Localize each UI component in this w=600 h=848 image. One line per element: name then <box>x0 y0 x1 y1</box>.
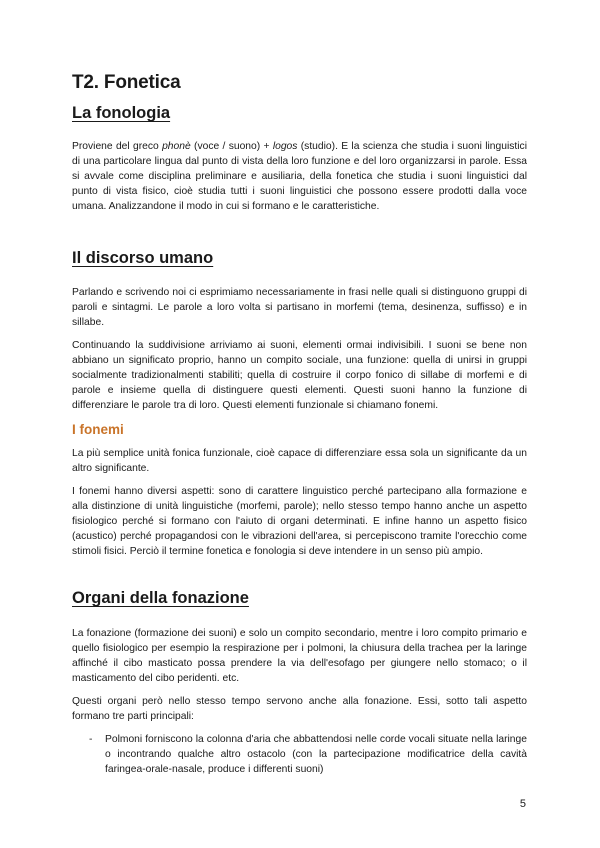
paragraph-organi-2: Questi organi però nello stesso tempo servono anche alla fonazione. Essi, sotto tali aspetto formano tre parti principali: <box>72 696 527 722</box>
text-run: Proviene del greco <box>72 141 163 152</box>
page-number: 5 <box>519 798 526 810</box>
text-run: (voce / suono) + <box>190 141 273 152</box>
paragraph-discorso-1: Parlando e scrivendo noi ci esprimiamo necessariamente in frasi nelle quali si distinguono gruppi di paroli e sintagmi. Le parole a loro volta si partisano in morfemi (tema, desinenza, suffisso) e in sillabe. <box>72 287 527 328</box>
subsection-heading-fonemi: I fonemi <box>72 422 124 437</box>
term-logos: logos <box>272 141 298 152</box>
list-item-text: Polmoni forniscono la colonna d'aria che abbattendosi nelle corde vocali situate nella laringe o incontrando qualche altro ostacolo (con la partecipazione modificatrice della cavità faringea-orale-nasale, produce i differenti suoni) <box>105 734 527 775</box>
list-item <box>72 732 527 777</box>
paragraph-fonemi-2: I fonemi hanno diversi aspetti: sono di carattere linguistico perché partecipano alla formazione e alla distinzione di unità linguistiche (morfemi, parole); nello stesso tempo hanno anche un aspetto fisiologico perché si formano con l'aiuto di organi determinati. E infine hanno un aspetto fisico (acustico) perché propagandosi con le vibrazioni dell'area, si percepiscono tramite l'orecchio come stimoli fisici. Perciò il termine fonetica e fonologia si deve intendere in un senso più ampio. <box>72 486 527 557</box>
section-heading-fonologia: La fonologia <box>72 104 171 122</box>
section-heading-discorso: Il discorso umano <box>72 249 214 267</box>
paragraph-fonologia <box>72 139 527 214</box>
section-heading-organi: Organi della fonazione <box>72 589 249 607</box>
term-phone: phonè <box>162 141 191 152</box>
paragraph-organi-1: La fonazione (formazione dei suoni) e solo un compito secondario, mentre i loro compito primario e quello fisiologico per esempio la respirazione per i polmoni, la chiusura della trachea per la laringe affinché il cibo masticato possa prendere la via dell'esofago per giungere nello stomaco; o il masticamento del cibo peridenti. etc. <box>72 628 527 684</box>
page-content <box>72 72 527 777</box>
text-run: (studio). E la scienza che studia i suoni linguistici di una particolare lingua dal punto di vista della loro funzione e del loro organizzarsi in parole. Essa si avvale come disciplina preliminare e ausiliaria, della fonetica che studia i suoni linguistici dal punto di vista fisico, cioè studia tutti i suoni linguistici che possono essere prodotti dalla voce umana. Analizzandone il modo in cui si formano e le caratteristiche. <box>72 141 527 212</box>
paragraph-discorso-2: Continuando la suddivisione arriviamo ai suoni, elementi ormai indivisibili. I suoni se bene non abbiano un significato proprio, hanno un compito sociale, una funzione: quella di unirsi in gruppi socialmente tradizionalmenti stabiliti; quella di costruire il corpo fonico di sillabe di morfemi e di parole e insieme quella di distinguere questi elementi. Questi suoni hanno la funzione di differenziare le parole tra di loro. Questi elementi funzionale si chiamano fonemi. <box>72 340 527 411</box>
document-title: T2. Fonetica <box>72 72 181 93</box>
paragraph-fonemi-1: La più semplice unità fonica funzionale, cioè capace di differenziare essa sola un significante da un altro significante. <box>72 448 527 474</box>
organi-list <box>72 732 527 777</box>
list-dash-marker: - <box>89 734 93 745</box>
